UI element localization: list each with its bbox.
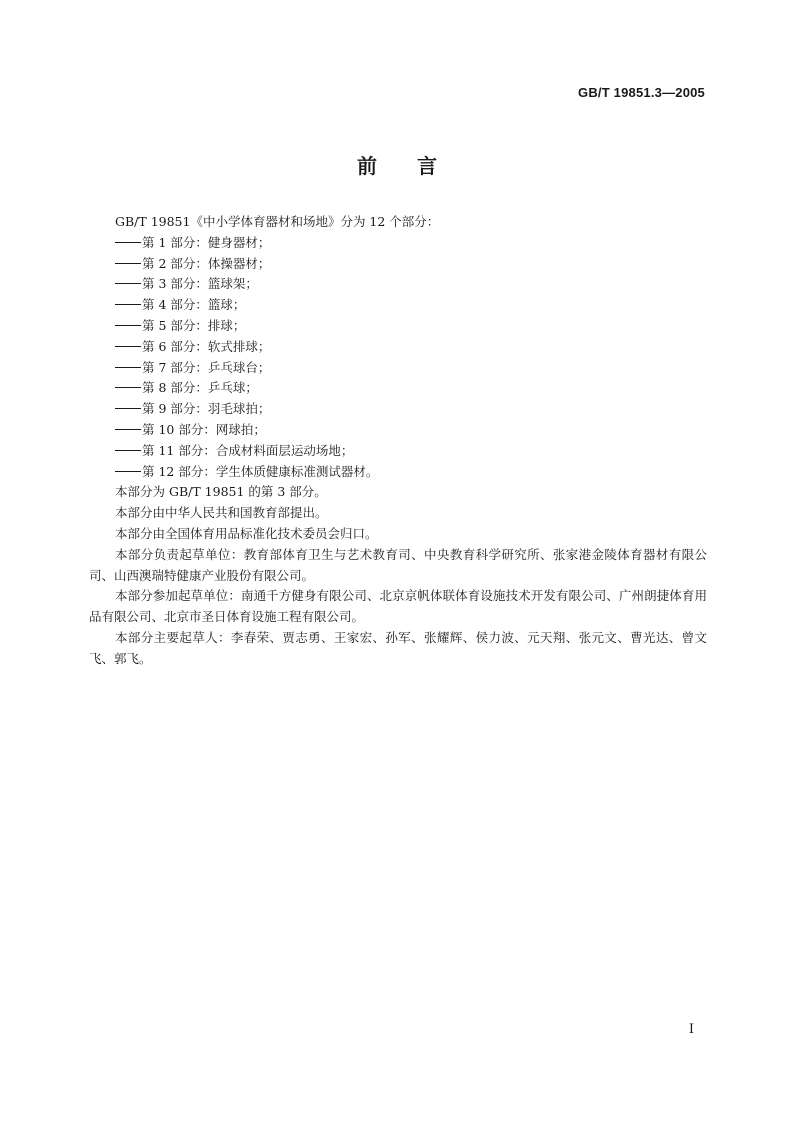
list-item [89, 316, 707, 337]
list-item [89, 358, 707, 379]
dash-mark [115, 387, 141, 388]
dash-mark [115, 242, 141, 243]
list-item-text: 第 12 部分：学生体质健康标准测试器材。 [142, 463, 379, 479]
list-item [89, 254, 707, 275]
body-paragraph: 本部分主要起草人：李春荣、贾志勇、王家宏、孙军、张耀辉、侯力波、元天翔、张元文、曹光达、曾文飞、郭飞。 [89, 629, 707, 666]
body-paragraph: 本部分参加起草单位：南通千方健身有限公司、北京京帆体联体育设施技术开发有限公司、广州朗捷体育用品有限公司、北京市圣日体育设施工程有限公司。 [89, 588, 707, 625]
list-item-text: 第 11 部分：合成材料面层运动场地； [142, 442, 354, 458]
dash-mark [115, 304, 141, 305]
dash-mark [115, 471, 141, 472]
list-item [89, 274, 707, 295]
list-item-text: 第 7 部分：乒乓球台； [142, 359, 271, 375]
body-paragraph: 本部分为 GB/T 19851 的第 3 部分。 [115, 484, 327, 500]
page-title [0, 150, 794, 179]
body-paragraph: 本部分负责起草单位：教育部体育卫生与艺术教育司、中央教育科学研究所、张家港金陵体育器材有限公司、山西澳瑞特健康产业股份有限公司。 [89, 546, 707, 583]
list-item [89, 399, 707, 420]
list-item [89, 441, 707, 462]
list-item-text: 第 10 部分：网球拍； [142, 421, 266, 437]
list-item [89, 295, 707, 316]
dash-mark [115, 263, 141, 264]
dash-mark [115, 408, 141, 409]
list-item [89, 337, 707, 358]
dash-mark [115, 429, 141, 430]
body-paragraph: 本部分由中华人民共和国教育部提出。 [115, 505, 328, 521]
dash-mark [115, 367, 141, 368]
list-item [89, 462, 707, 483]
title-char-1: 前 [357, 154, 377, 178]
title-char-2: 言 [417, 154, 437, 178]
list-item [89, 233, 707, 254]
list-item-text: 第 9 部分：羽毛球拍； [142, 401, 271, 417]
body-paragraph: 本部分由全国体育用品标准化技术委员会归口。 [115, 525, 378, 541]
intro-paragraph: GB/T 19851《中小学体育器材和场地》分为 12 个部分： [115, 214, 440, 229]
dash-mark [115, 325, 141, 326]
dash-mark [115, 283, 141, 284]
page-number: I [688, 1022, 694, 1037]
list-item-text: 第 2 部分：体操器材； [142, 255, 271, 271]
foreword-body [89, 212, 707, 670]
list-item-text: 第 5 部分：排球； [142, 317, 246, 333]
dash-mark [115, 450, 141, 451]
list-item-text: 第 1 部分：健身器材； [142, 234, 271, 250]
list-item [89, 420, 707, 441]
list-item-text: 第 8 部分：乒乓球； [142, 380, 258, 396]
standard-code: GB/T 19851.3—2005 [578, 85, 705, 100]
dash-mark [115, 346, 141, 347]
list-item [89, 378, 707, 399]
list-item-text: 第 6 部分：软式排球； [142, 338, 271, 354]
list-item-text: 第 4 部分：篮球； [142, 297, 246, 313]
list-item-text: 第 3 部分：篮球架； [142, 276, 258, 292]
